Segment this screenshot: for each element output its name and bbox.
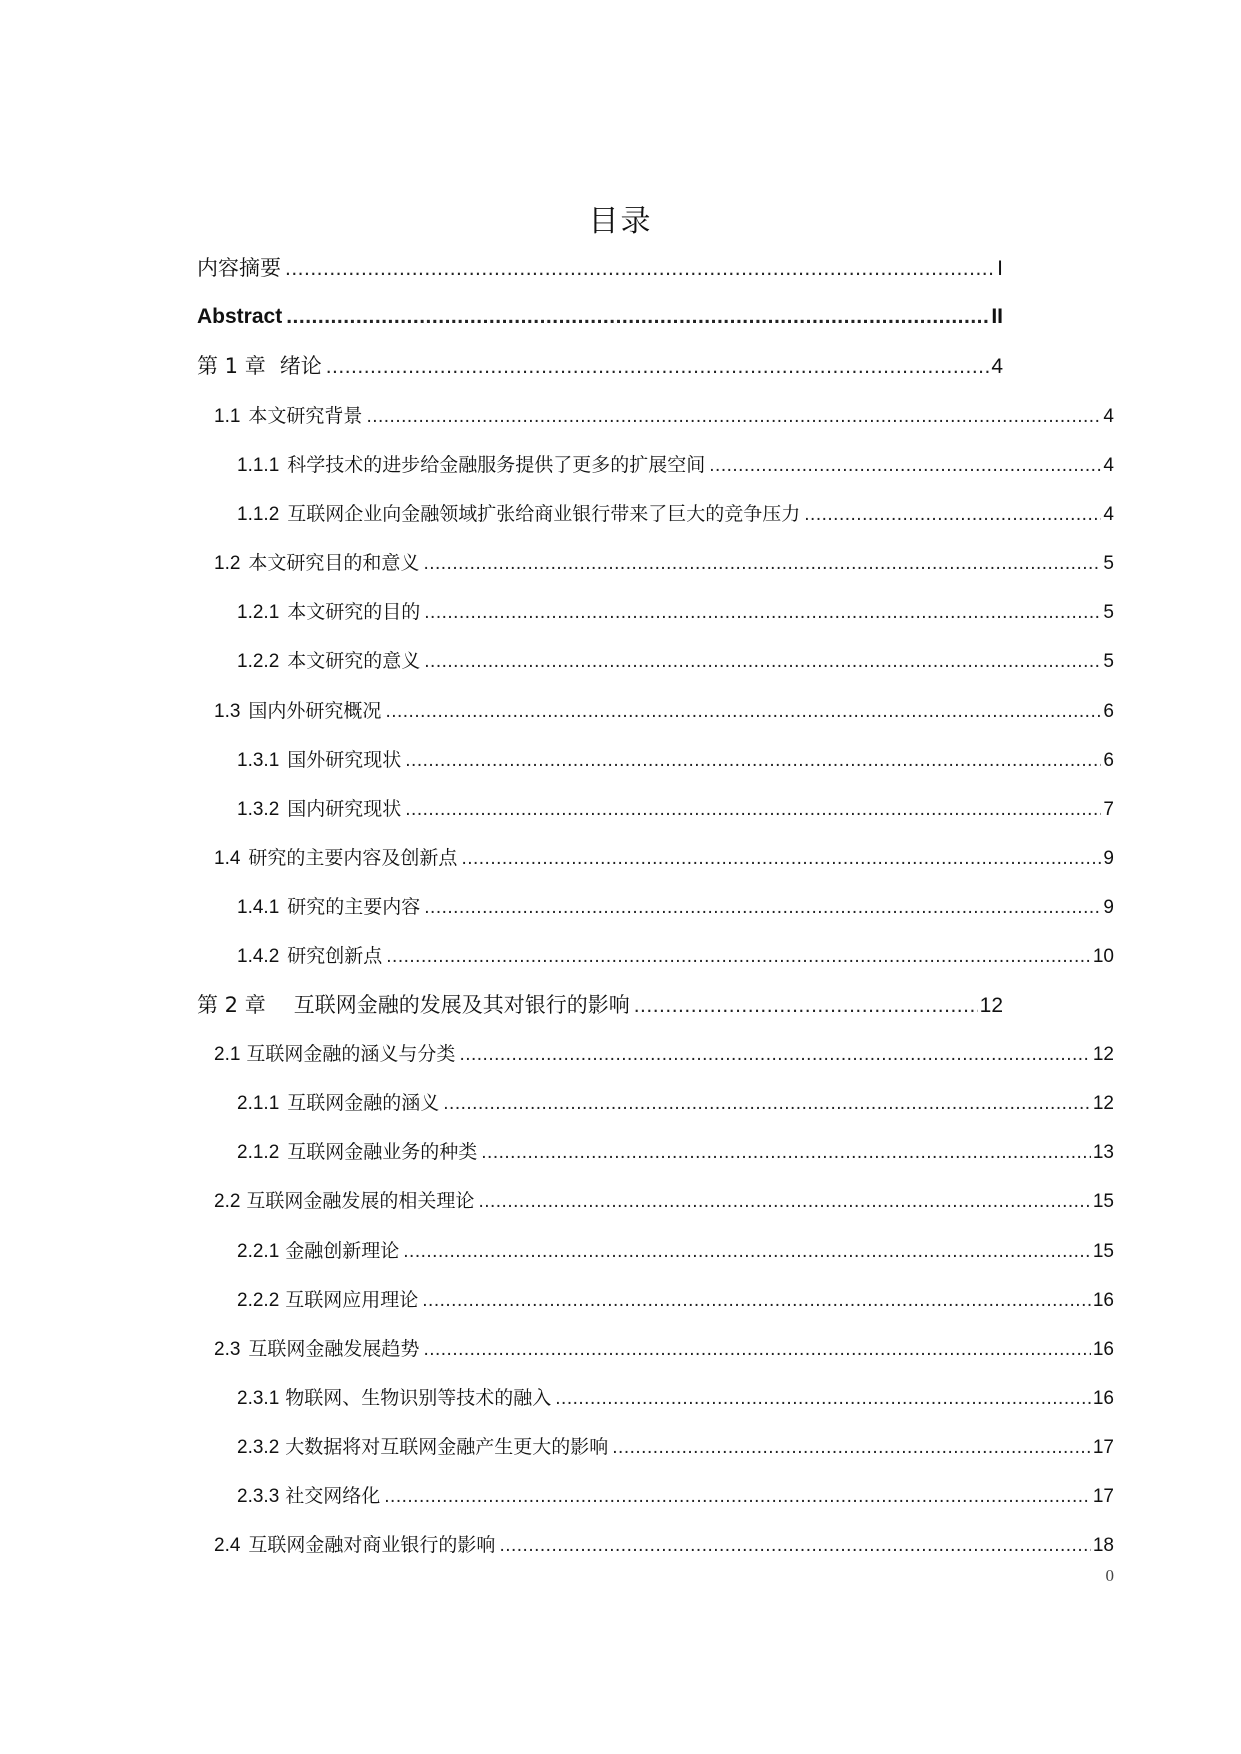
toc-leader-dots xyxy=(326,351,990,382)
toc-page-number: II xyxy=(991,305,1003,328)
toc-leader-dots xyxy=(634,990,978,1021)
toc-entry-label: 本文研究背景 xyxy=(248,405,363,427)
toc-entry-number: 2.1.1 xyxy=(237,1093,280,1114)
toc-entry-label: 研究创新点 xyxy=(287,945,383,967)
toc-leader-dots xyxy=(423,1334,1090,1365)
toc-entry-label: 金融创新理论 xyxy=(285,1240,400,1262)
toc-leader-dots xyxy=(405,745,1101,776)
toc-entry-label: 研究的主要内容及创新点 xyxy=(248,847,458,869)
toc-page-number: 6 xyxy=(1103,750,1114,771)
toc-page-number: 12 xyxy=(1092,1044,1114,1065)
toc-leader-dots xyxy=(459,1039,1090,1070)
toc-entry[interactable] xyxy=(237,1431,1114,1463)
toc-entry-label: 国内研究现状 xyxy=(287,798,402,820)
toc-leader-dots xyxy=(612,1432,1091,1463)
toc-page-number: 9 xyxy=(1103,848,1114,869)
toc-page-number: 5 xyxy=(1103,651,1114,672)
toc-page-number: 15 xyxy=(1092,1241,1114,1262)
toc-page-number: 4 xyxy=(991,355,1003,378)
toc-entry[interactable] xyxy=(214,842,1114,874)
toc-entry[interactable] xyxy=(214,547,1114,579)
toc-leader-dots xyxy=(709,450,1101,481)
toc-page-number: 16 xyxy=(1092,1290,1114,1311)
toc-entry[interactable] xyxy=(237,449,1114,481)
toc-entry[interactable] xyxy=(237,645,1114,677)
toc-entry[interactable] xyxy=(214,1529,1114,1561)
toc-entry[interactable] xyxy=(214,400,1114,432)
toc-entry-number: 2.3.1 xyxy=(237,1388,280,1409)
toc-leader-dots xyxy=(403,1236,1091,1267)
toc-entry[interactable] xyxy=(197,989,1003,1021)
toc-entry-label: 大数据将对互联网金融产生更大的影响 xyxy=(285,1436,609,1458)
toc-entry-label: 社交网络化 xyxy=(285,1485,381,1507)
toc-entry-number: 2.2.1 xyxy=(237,1241,280,1262)
toc-entry[interactable] xyxy=(237,940,1114,972)
toc-entry-number: 2.4 xyxy=(214,1535,241,1556)
toc-entry-label: 互联网金融的涵义与分类 xyxy=(246,1043,456,1065)
toc-leader-dots xyxy=(424,892,1101,923)
toc-entry-label: 国内外研究概况 xyxy=(248,700,382,722)
toc-entry-number: 1.3.1 xyxy=(237,750,280,771)
toc-entry-number: 1.4 xyxy=(214,848,241,869)
page-number-footer: 0 xyxy=(1105,1566,1114,1585)
toc-entry-label: 互联网企业向金融领域扩张给商业银行带来了巨大的竞争压力 xyxy=(287,503,801,525)
toc-page-number: 15 xyxy=(1092,1191,1114,1212)
toc-entry-label: 互联网金融的涵义 xyxy=(287,1092,440,1114)
toc-page-number: 4 xyxy=(1103,406,1114,427)
toc-entry-label: 互联网金融对商业银行的影响 xyxy=(248,1534,496,1556)
toc-entry[interactable] xyxy=(214,1038,1114,1070)
toc-entry-label: 互联网金融的发展及其对银行的影响 xyxy=(293,993,630,1017)
toc-entry-label: 互联网应用理论 xyxy=(285,1289,419,1311)
toc-entry-label: 物联网、生物识别等技术的融入 xyxy=(285,1387,552,1409)
toc-leader-dots xyxy=(424,597,1101,628)
toc-entry-number: 1.4.1 xyxy=(237,897,280,918)
toc-page-number: 10 xyxy=(1092,946,1114,967)
toc-leader-dots xyxy=(461,843,1101,874)
toc-leader-dots xyxy=(423,548,1101,579)
toc-entry-number: 第 1 章 xyxy=(197,354,266,378)
toc-entry[interactable] xyxy=(237,793,1114,825)
toc-leader-dots xyxy=(386,941,1091,972)
toc-leader-dots xyxy=(443,1088,1091,1119)
toc-leader-dots xyxy=(384,1481,1091,1512)
toc-entry-label: 科学技术的进步给金融服务提供了更多的扩展空间 xyxy=(287,454,706,476)
toc-page-number: 5 xyxy=(1103,553,1114,574)
toc-entry-number: 第 2 章 xyxy=(197,993,266,1017)
toc-leader-dots xyxy=(405,794,1101,825)
toc-page-number: 17 xyxy=(1092,1437,1114,1458)
toc-entry-number: 1.2.1 xyxy=(237,602,280,623)
toc-entry-number: 2.3.2 xyxy=(237,1437,280,1458)
toc-entry[interactable] xyxy=(237,1235,1114,1267)
toc-entry-number: 1.1.1 xyxy=(237,455,280,476)
toc-entry-label: 本文研究的意义 xyxy=(287,650,421,672)
toc-entry-label: 本文研究目的和意义 xyxy=(248,552,420,574)
toc-entry-label: 内容摘要 xyxy=(197,256,281,280)
toc-leader-dots xyxy=(424,646,1101,677)
page-title: 目录 xyxy=(588,204,653,239)
toc-page-number: 9 xyxy=(1103,897,1114,918)
toc-leader-dots xyxy=(804,499,1101,530)
toc-entry-number: 2.1.2 xyxy=(237,1142,280,1163)
toc-entry-number: 2.3 xyxy=(214,1339,241,1360)
toc-entry-number: 2.2 xyxy=(214,1191,241,1212)
toc-page-number: 17 xyxy=(1092,1486,1114,1507)
toc-page-number: 7 xyxy=(1103,799,1114,820)
toc-entry-number: 1.2.2 xyxy=(237,651,280,672)
toc-entry[interactable] xyxy=(237,498,1114,530)
toc-entry-number: 2.1 xyxy=(214,1044,241,1065)
toc-entry[interactable] xyxy=(214,695,1114,727)
toc-entry[interactable] xyxy=(237,891,1114,923)
toc-entry-number: 1.3 xyxy=(214,701,241,722)
toc-leader-dots xyxy=(481,1137,1091,1168)
toc-entry[interactable] xyxy=(214,1185,1114,1217)
toc-leader-dots xyxy=(499,1530,1090,1561)
toc-entry-label: 本文研究的目的 xyxy=(287,601,421,623)
toc-page-number: 4 xyxy=(1103,504,1114,525)
toc-entry-label: 互联网金融业务的种类 xyxy=(287,1141,478,1163)
toc-entry[interactable] xyxy=(214,1333,1114,1365)
toc-entry-label: 研究的主要内容 xyxy=(287,896,421,918)
toc-entry-label: 互联网金融发展的相关理论 xyxy=(246,1190,475,1212)
toc-leader-dots xyxy=(555,1383,1091,1414)
toc-entry[interactable] xyxy=(197,301,1003,333)
toc-page-number: 12 xyxy=(979,994,1003,1017)
toc-entry-number: 1.1 xyxy=(214,406,241,427)
toc-page-number: 13 xyxy=(1092,1142,1114,1163)
toc-page-number: 16 xyxy=(1092,1339,1114,1360)
toc-page-number: 16 xyxy=(1092,1388,1114,1409)
toc-entry-label: 绪论 xyxy=(279,354,322,378)
toc-entry[interactable] xyxy=(237,1480,1114,1512)
toc-entry-number: 2.3.3 xyxy=(237,1486,280,1507)
toc-entry-label: Abstract xyxy=(197,305,283,328)
toc-entry-number: 1.3.2 xyxy=(237,799,280,820)
toc-leader-dots xyxy=(422,1285,1091,1316)
toc-leader-dots xyxy=(366,401,1101,432)
toc-entry[interactable] xyxy=(237,596,1114,628)
toc-entry-number: 1.1.2 xyxy=(237,504,280,525)
toc-entry[interactable] xyxy=(197,350,1003,382)
toc-entry[interactable] xyxy=(237,744,1114,776)
toc-entry-label: 国外研究现状 xyxy=(287,749,402,771)
toc-entry[interactable] xyxy=(237,1136,1114,1168)
toc-entry-number: 2.2.2 xyxy=(237,1290,280,1311)
toc-page-number: 4 xyxy=(1103,455,1114,476)
toc-entry-number: 1.4.2 xyxy=(237,946,280,967)
toc-page-number: I xyxy=(997,257,1003,280)
toc-entry-number: 1.2 xyxy=(214,553,241,574)
toc-leader-dots xyxy=(385,696,1101,727)
toc-page-number: 6 xyxy=(1103,701,1114,722)
toc-entry[interactable] xyxy=(237,1284,1114,1316)
toc-leader-dots xyxy=(286,301,989,333)
toc-page-number: 5 xyxy=(1103,602,1114,623)
toc-leader-dots xyxy=(478,1186,1090,1217)
toc-entry[interactable] xyxy=(197,252,1003,284)
toc-page-number: 18 xyxy=(1092,1535,1114,1556)
toc-page-number: 12 xyxy=(1092,1093,1114,1114)
toc-entry[interactable] xyxy=(237,1087,1114,1119)
toc-leader-dots xyxy=(285,253,995,284)
toc-entry-label: 互联网金融发展趋势 xyxy=(248,1338,420,1360)
toc-entry[interactable] xyxy=(237,1382,1114,1414)
